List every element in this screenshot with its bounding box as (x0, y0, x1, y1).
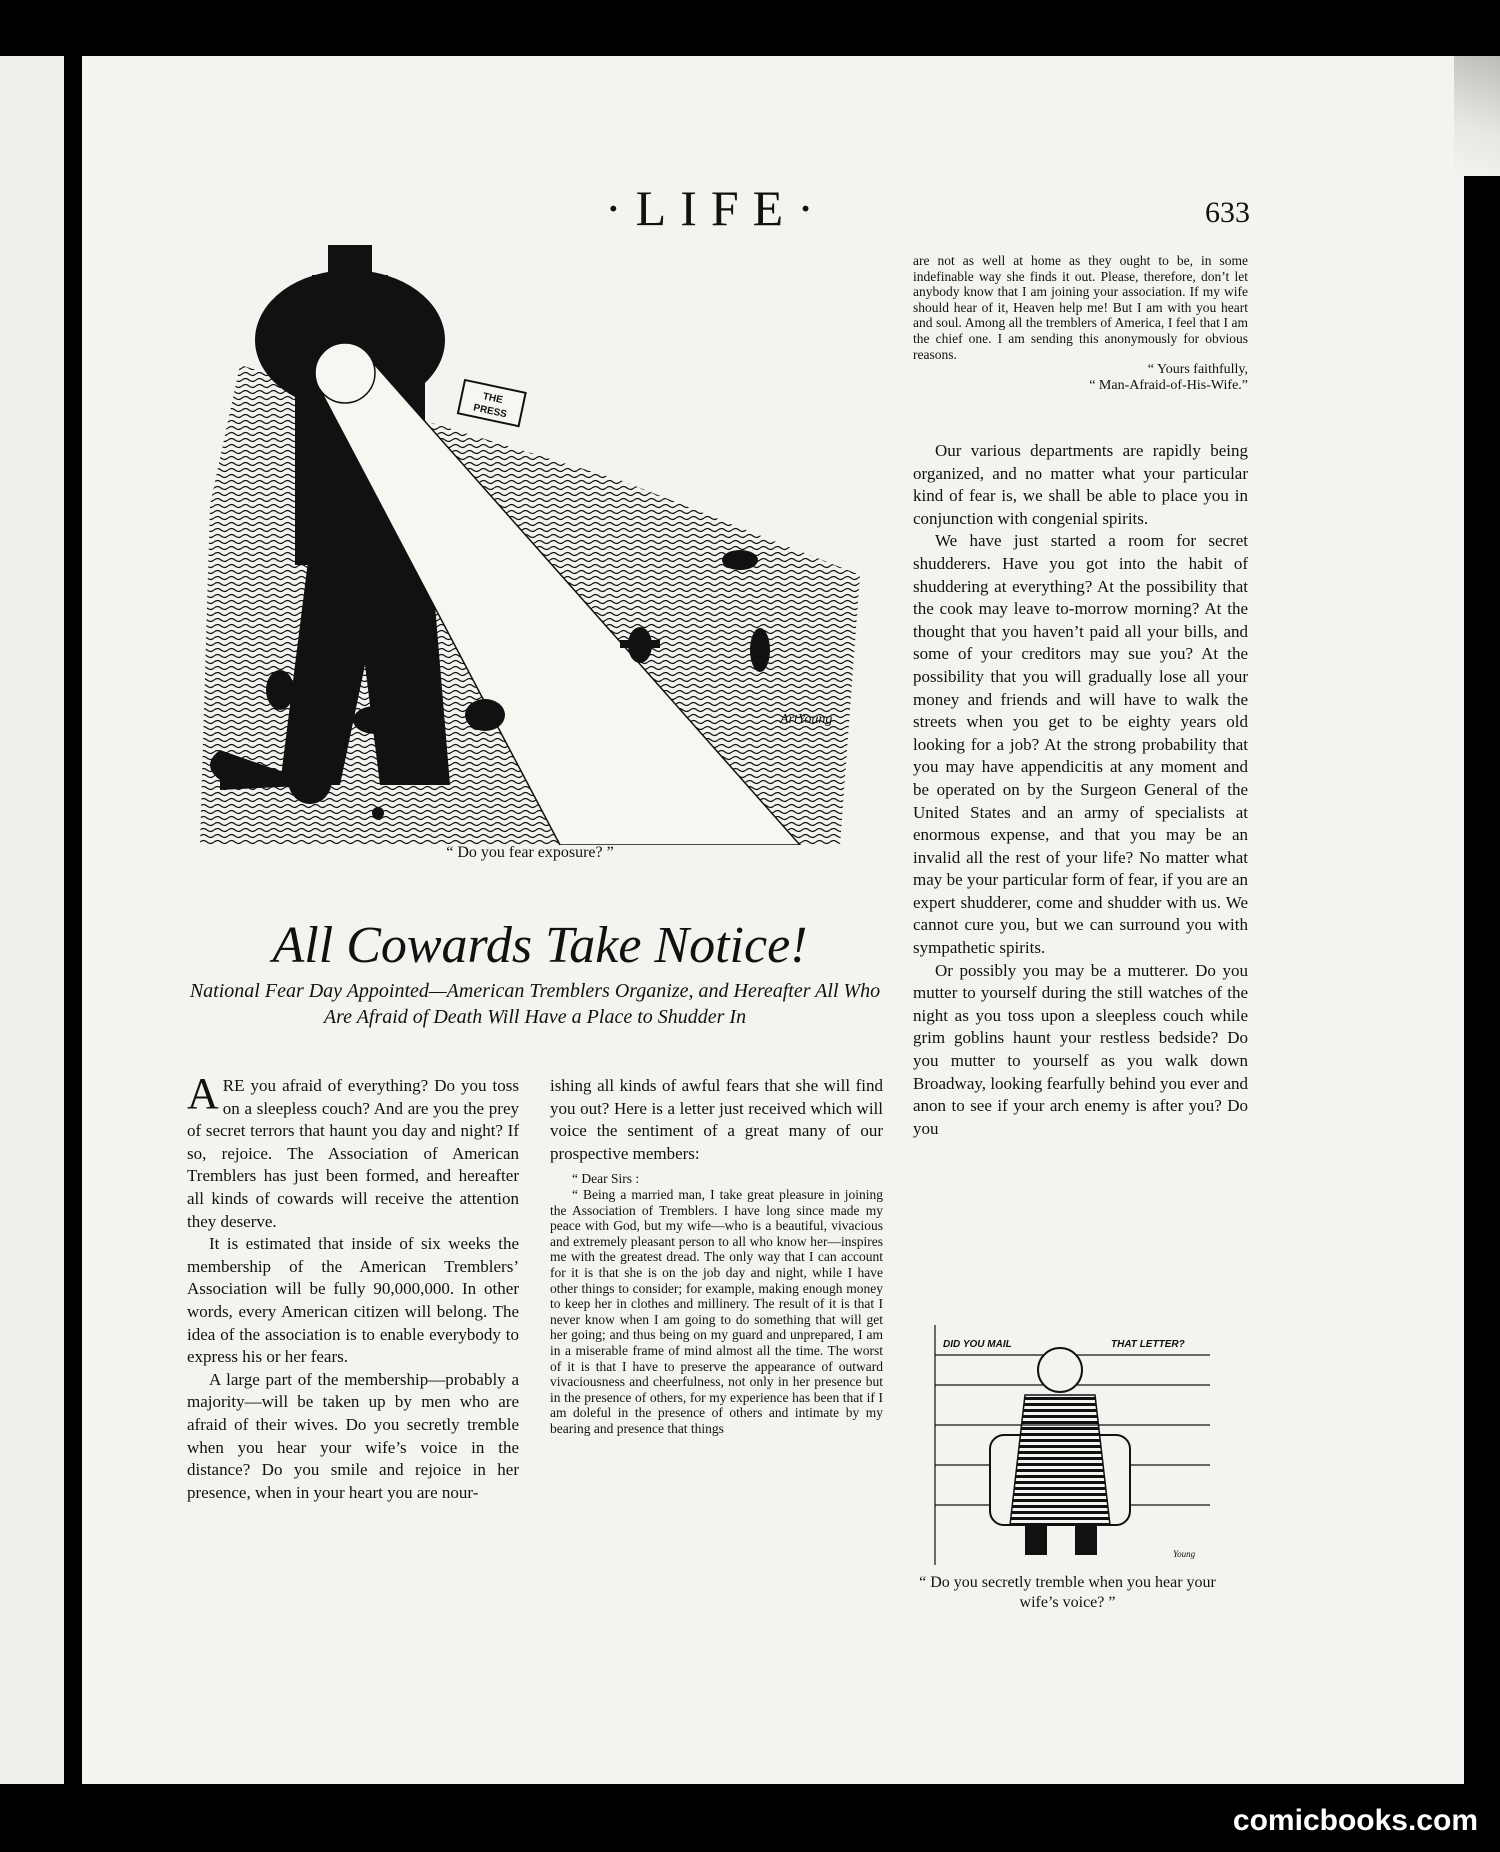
paragraph-3: A large part of the membership—probably a majority—will be taken up by men who are afraid of their wives. Do you secretly tremble when you hear your wife’s voice in the distance? Do you smile and rejoice in her presence, when in your heart you are nour- (187, 1369, 519, 1502)
illustration-fear-exposure (200, 245, 860, 870)
column-right (913, 440, 1248, 1140)
head (1038, 1348, 1082, 1392)
paragraph-3: Or possibly you may be a mutterer. Do you mutter to yourself during the still watches of the night as you toss upon a sleepless couch while grim goblins haunt your restless bedside? Do you mutter to yourself as you walk down Broadway, looking fearfully behind you ever and anon to see if your arch enemy is after you? Do you (913, 960, 1248, 1138)
press-sign (458, 380, 526, 426)
paragraph-2: It is estimated that inside of six weeks the membership of the American Tremblers’ Association will be fully 90,000,000. In other words, every American citizen will belong. The idea of the association is to enable everybody to express his or her fears. (187, 1234, 519, 1367)
lantern (315, 343, 375, 403)
letter-signature: “ Man-Afraid-of-His-Wife.” (1089, 378, 1248, 394)
article-headline: All Cowards Take Notice! (272, 917, 808, 974)
masthead-title: ·LIFE· (605, 180, 828, 236)
watermark: comicbooks.com (1232, 1804, 1478, 1837)
armchair-figure (990, 1348, 1130, 1555)
cartoon-caption: “ Do you secretly tremble when you hear your wife’s voice? ” (919, 1574, 1216, 1611)
letter-block (550, 1171, 883, 1436)
svg-text:THE: THE (481, 391, 504, 407)
drop-cap: A (187, 1069, 219, 1118)
column-left (187, 1069, 519, 1504)
letter-closing: “ Yours faithfully, (1147, 362, 1248, 378)
paragraph-1: Our various departments are rapidly being organized, and no matter what your particular kind of fear is, we shall be able to place you in conjunction with congenial spirits. (913, 441, 1248, 528)
page-number: 633 (1205, 196, 1250, 229)
letter-body: “ Being a married man, I take great pleasure in joining the Association of Tremblers. I have long since made my peace with God, but my wife—who is a beautiful, vivacious and extremely pleasant person to all who know her—inspires me with the greatest dread. The only way that I can account for it is that she is on the job day and night, while I have other things to consider; for example, making enough money to keep her in clothes and millinery. The result of it is that I never know when I am going to do something that will get her going; and thus being on my guard and unprepared, I am in a miserable frame of mind almost all the time. The worst of it is that I have to preserve the appearance of outward vivaciousness and cheerfulness, not only in her presence but in the presence of others, for my experience has been that if I am doleful in the presence of others and intimate by my bearing and presence that things (550, 1186, 883, 1436)
paragraph-2: We have just started a room for secret shudderers. Have you got into the habit of shuddering at everything? At the possibility that the cook may leave to-morrow morning? At the thought that you haven’t paid all your bills, and some of your creditors may sue you? At the possibility that you will gradually lose all your money and friends and will have to walk the streets when you get to be eighty years old looking for a job? At the strong probability that you may have appendicitis at any moment and be operated on by the Surgeon General of the United States and an army of specialists at enormous expense, and that you may be an invalid all the rest of your life? No matter what may be your particular form of fear, if you are an expert shudderer, come and shudder with us. We cannot cure you, but we can surround you with sympathetic spirits. (913, 531, 1248, 958)
letter-continuation (913, 253, 1248, 394)
cartoon-trembling-husband (919, 1325, 1216, 1615)
paragraph-1: ARE you afraid of everything? Do you toss on a sleepless couch? And are you the prey of secret terrors that haunt you day and night? If so, rejoice. The Association of American Tremblers has just been formed, and hereafter all kinds of cowards will receive the attention they deserve. (187, 1069, 519, 1231)
speech-text-right: THAT LETTER? (1111, 1339, 1185, 1350)
paragraph-1: ishing all kinds of awful fears that she will find you out? Here is a letter just received which will voice the sentiment of a great many of our prospective members: (550, 1076, 883, 1163)
article-subhead: National Fear Day Appointed—American Tremblers Organize, and Hereafter All Who Are Afraid of Death Will Have a Place to Shudder In (189, 980, 881, 1028)
left-page-edge (0, 56, 64, 1784)
letter-salutation: “ Dear Sirs : (572, 1171, 640, 1187)
column-middle (550, 1075, 883, 1436)
svg-text:PRESS: PRESS (472, 402, 508, 421)
speech-text-left: DID YOU MAIL (943, 1339, 1012, 1350)
artist-signature: ArtYoung (780, 712, 833, 727)
page-curl (1454, 56, 1500, 176)
cartoon-artist-signature: Young (1173, 1549, 1196, 1559)
illustration-caption: “ Do you fear exposure? ” (446, 844, 614, 861)
cartoon-svg (925, 1325, 1210, 1565)
letter-body-cont: are not as well at home as they ought to be, in some indefinable way she finds it out. Please, therefore, don’t let anybody know that I am joining your association. If my wife should hear of it, Heaven help me! But I am with you heart and soul. Among all the tremblers of America, I feel that I am the chief one. I am sending this anonymously for obvious reasons. (913, 253, 1248, 362)
illustration-svg (200, 245, 860, 845)
